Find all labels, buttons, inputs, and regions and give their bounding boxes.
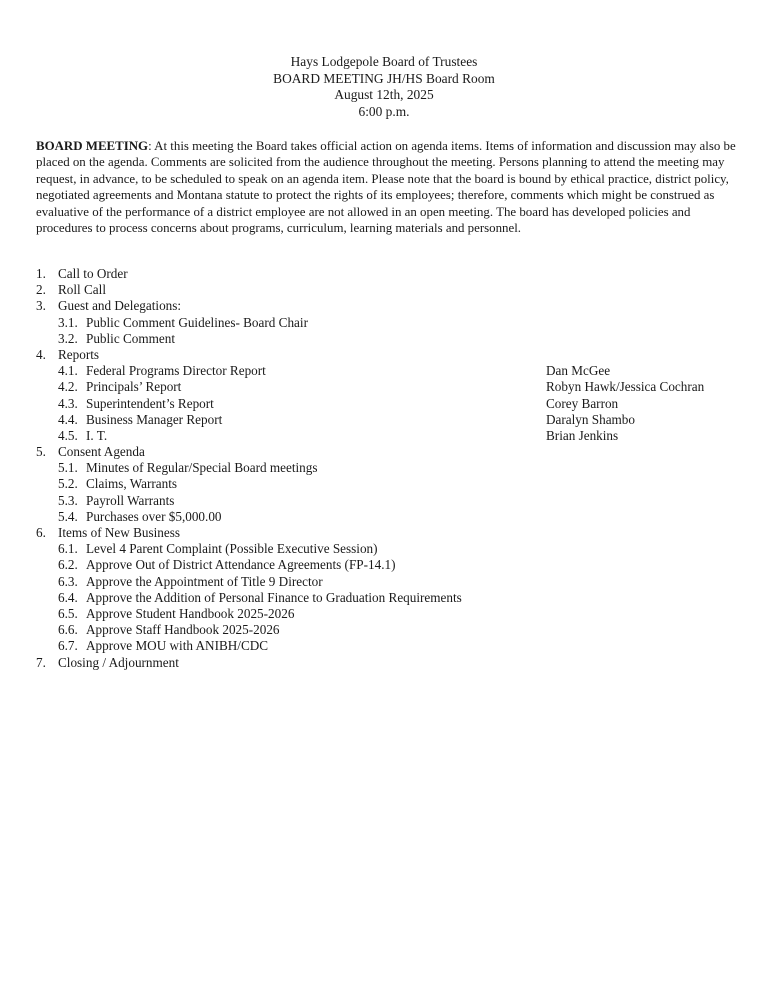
agenda-item-label: Public Comment Guidelines- Board Chair [86,314,308,330]
agenda-subitem [36,606,736,622]
agenda-item-label: Superintendent’s Report [86,395,214,411]
intro-paragraph [36,138,736,236]
agenda-item-number: 5. [36,444,46,460]
agenda-item-label: Purchases over $5,000.00 [86,508,222,524]
agenda-item-label: Payroll Warrants [86,492,175,508]
agenda-item-number: 4. [36,346,46,362]
agenda-item-number: 6.6. [58,622,78,638]
agenda-item-number: 5.3. [58,492,78,508]
agenda-item-label: Level 4 Parent Complaint (Possible Executive Session) [86,541,378,557]
agenda-item-label: Approve the Appointment of Title 9 Director [86,573,323,589]
agenda-item-number: 6.5. [58,605,78,621]
agenda-item [36,655,736,671]
agenda-item-number: 4.5. [58,427,78,443]
agenda-item-label: I. T. [86,427,108,443]
agenda-subitem [36,574,736,590]
agenda-item-label: Federal Programs Director Report [86,363,266,379]
agenda-item [36,266,736,282]
agenda-item-presenter: Daralyn Shambo [546,411,635,427]
board-name: Hays Lodgepole Board of Trustees [290,54,478,69]
agenda-item-label: Principals’ Report [86,379,182,395]
agenda-item [36,444,736,460]
agenda-subitem [36,315,736,331]
agenda-item-label: Public Comment [86,330,176,346]
agenda-item-number: 2. [36,282,46,298]
agenda-subitem [36,460,736,476]
agenda-item-presenter: Robyn Hawk/Jessica Cochran [546,379,705,395]
agenda-item-label: Minutes of Regular/Special Board meetings [86,460,318,476]
agenda-item-number: 6.2. [58,557,78,573]
agenda-item-label: Business Manager Report [86,411,223,427]
agenda-subitem [36,331,736,347]
agenda-item-number: 3.2. [58,330,78,346]
agenda-item-label: Items of New Business [58,525,180,540]
agenda-item-label: Approve Out of District Attendance Agreements (FP-14.1) [86,557,396,573]
agenda-item [36,347,736,363]
agenda-subitem [36,476,736,492]
agenda-subitem [36,363,736,379]
meeting-time: 6:00 p.m. [358,103,410,119]
agenda-item-number: 3. [36,298,46,314]
agenda-subitem [36,493,736,509]
agenda-item-number: 4.1. [58,363,78,379]
agenda-item [36,282,736,298]
agenda-subitem [36,509,736,525]
agenda-item [36,298,736,314]
agenda-subitem [36,379,736,395]
agenda-item [36,525,736,541]
intro-text: : At this meeting the Board takes official action on agenda items. Items of information and discussion may also be placed on the agenda. Comments are solicited from the audience throughout the meeting. Persons planning to attend the meeting may request, in advance, to be scheduled to speak on an agenda item. Please note that the board is bound by ethical practice, district policy, negotiated agreements and Montana statute to protect the rights of its employees; therefore, comments which might be construed as evaluative of the performance of a district employee are not allowed in an open meeting. The board has developed policies and procedures to process concerns about programs, curriculum, learning materials and personnel. [36,139,736,236]
agenda-item-label: Claims, Warrants [86,476,177,492]
agenda-item-label: Approve the Addition of Personal Finance to Graduation Requirements [86,589,462,605]
document-header [0,54,768,120]
agenda-subitem [36,428,736,444]
agenda-item-number: 4.4. [58,411,78,427]
agenda-item-label: Guest and Delegations: [58,298,182,314]
agenda-item-number: 5.4. [58,508,78,524]
agenda-item-number: 5.1. [58,460,78,476]
agenda-item-presenter: Brian Jenkins [546,427,619,443]
agenda-item-number: 3.1. [58,314,78,330]
agenda-item-number: 1. [36,266,46,281]
agenda-item-number: 7. [36,654,46,670]
agenda-item-number: 6.1. [58,541,78,557]
agenda-item-presenter: Corey Barron [546,395,619,411]
agenda-item-label: Roll Call [58,282,106,298]
agenda-item-number: 4.2. [58,379,78,395]
agenda-item-number: 4.3. [58,395,78,411]
meeting-location: BOARD MEETING JH/HS Board Room [273,70,495,86]
agenda-list [36,266,736,671]
agenda-subitem [36,557,736,573]
agenda-subitem [36,590,736,606]
agenda-subitem [36,396,736,412]
agenda-item-label: Approve Student Handbook 2025-2026 [86,605,295,621]
agenda-item-number: 6.7. [58,638,78,654]
agenda-subitem [36,541,736,557]
agenda-item-number: 5.2. [58,476,78,492]
agenda-item-label: Consent Agenda [58,444,145,460]
agenda-subitem [36,622,736,638]
agenda-item-label: Closing / Adjournment [58,654,179,670]
agenda-item-presenter: Dan McGee [546,363,611,379]
meeting-date: August 12th, 2025 [334,87,434,102]
agenda-item-number: 6.3. [58,573,78,589]
agenda-item-number: 6.4. [58,589,78,605]
agenda-item-label: Reports [58,346,100,362]
agenda-subitem [36,638,736,654]
agenda-subitem [36,412,736,428]
agenda-item-label: Call to Order [58,266,128,281]
agenda-item-label: Approve Staff Handbook 2025-2026 [86,622,280,638]
agenda-item-number: 6. [36,525,46,540]
intro-lead: BOARD MEETING [36,139,149,153]
agenda-item-label: Approve MOU with ANIBH/CDC [86,638,269,654]
